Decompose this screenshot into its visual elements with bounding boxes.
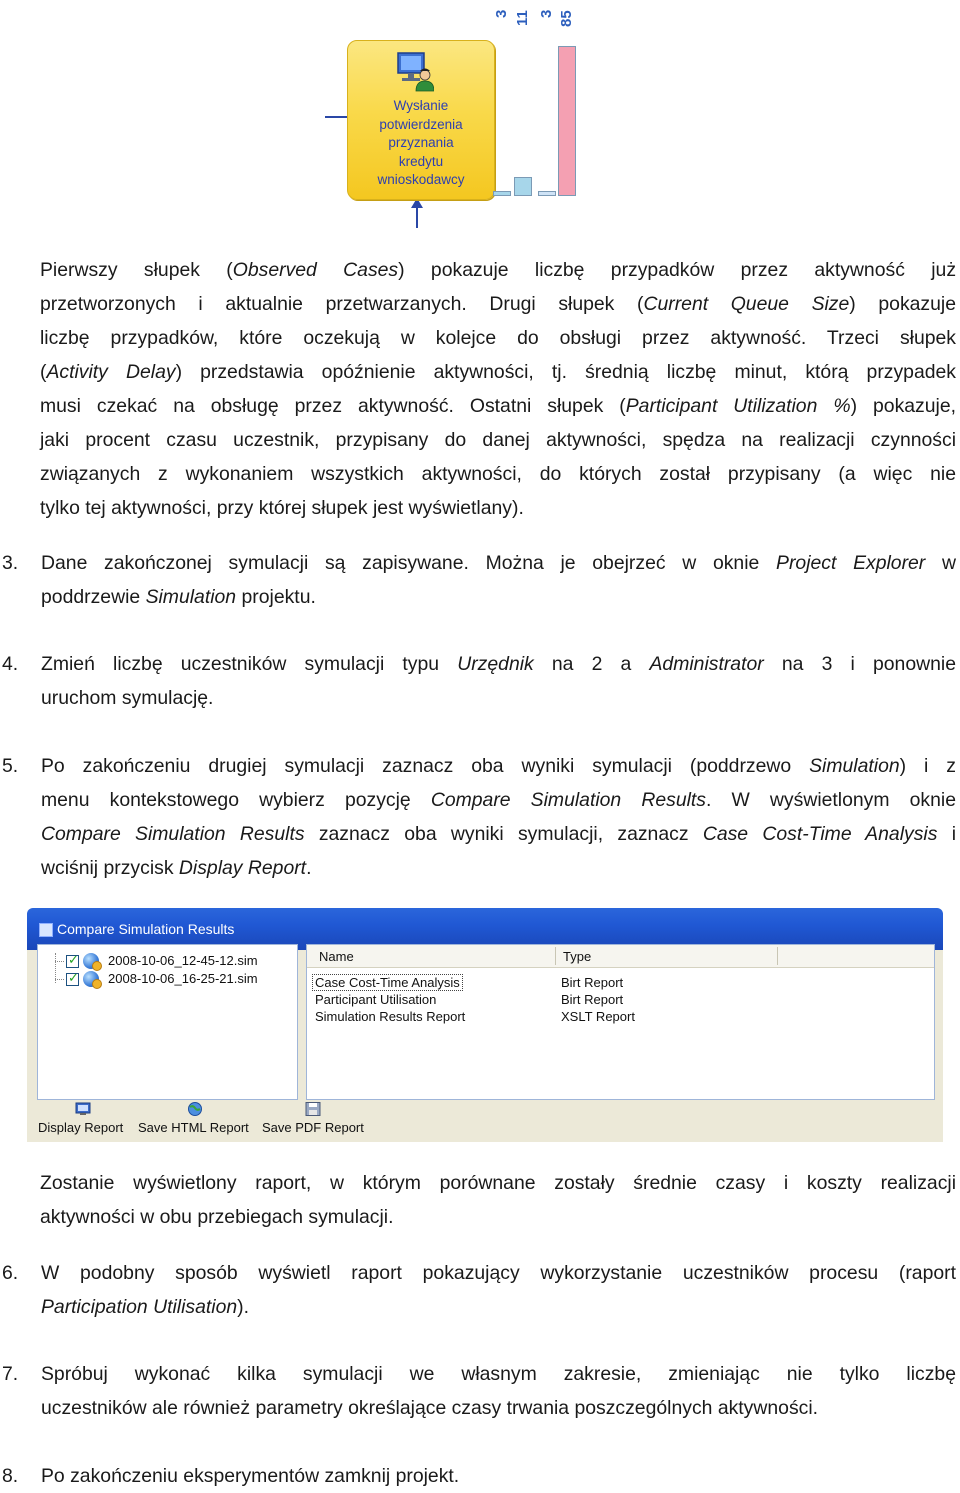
list-item [41, 647, 956, 715]
list-item [41, 546, 956, 614]
row-type: Birt Report [561, 992, 624, 1007]
emphasis-text: Case Cost-Time Analysis [702, 823, 938, 845]
list-number: 5. [2, 755, 19, 777]
emphasis-text: Administrator [649, 653, 764, 675]
list-number: 7. [2, 1363, 19, 1385]
globe-icon [187, 1102, 203, 1116]
table-row[interactable] [307, 974, 934, 991]
text-segment: ) i z [899, 755, 956, 777]
save-html-report-button[interactable] [137, 1102, 257, 1138]
text-segment: zaznacz oba wyniki symulacji, zaznacz [304, 823, 703, 845]
row-name: Case Cost-Time Analysis [315, 975, 460, 990]
emphasis-text: Participant Utilization % [625, 395, 851, 417]
simulation-tree [37, 944, 298, 1100]
text-line [41, 851, 956, 885]
compare-simulation-results-window [27, 908, 943, 1142]
column-resize-handle[interactable] [555, 947, 556, 965]
text-line [40, 287, 956, 321]
column-resize-handle[interactable] [777, 947, 778, 965]
text-segment: na 2 a [533, 653, 650, 675]
reports-table [306, 944, 935, 1100]
emphasis-text: Activity Delay [46, 361, 176, 383]
save-pdf-report-button[interactable] [261, 1102, 371, 1138]
window-icon [39, 923, 53, 937]
emphasis-text: Compare Simulation Results [41, 823, 305, 845]
text-line [41, 1357, 956, 1391]
tree-item-sim-2[interactable]: 2008-10-06_16-25-21.sim [108, 971, 258, 986]
activity-title-line: Wysłanie [393, 98, 449, 113]
text-segment: na 3 i ponownie [763, 653, 957, 675]
text-segment: ) pokazuje, [850, 395, 957, 417]
window-title: Compare Simulation Results [57, 921, 235, 937]
activity-node[interactable] [347, 40, 495, 200]
text-segment: Spróbuj wykonać kilka symulacji we własnym zakresie, zmieniając nie tylko liczbę [41, 1363, 956, 1385]
activity-title-line: wnioskodawcy [377, 172, 465, 187]
text-segment: . [306, 857, 312, 879]
text-line [40, 389, 956, 423]
stat-bar [558, 46, 576, 196]
text-line [40, 355, 956, 389]
monitor-icon [75, 1102, 91, 1116]
column-type[interactable]: Type [563, 949, 592, 964]
emphasis-text: Current Queue Size [643, 293, 850, 315]
text-line [41, 681, 956, 715]
list-number: 6. [2, 1262, 19, 1284]
activity-title-line: kredytu [398, 153, 444, 169]
text-line [40, 1200, 956, 1234]
text-line [40, 457, 956, 491]
text-segment: ) pokazuje [849, 293, 956, 315]
list-number: 3. [2, 552, 19, 574]
emphasis-text: Project Explorer [776, 552, 926, 574]
text-segment: . W wyświetlonym oknie [706, 789, 957, 811]
row-name: Participant Utilisation [315, 992, 437, 1007]
stat-bar-label: 3 [538, 10, 555, 19]
row-type: Birt Report [561, 975, 624, 990]
text-segment: poddrzewie [41, 586, 146, 608]
emphasis-text: Compare Simulation Results [430, 789, 706, 811]
stat-bar [538, 191, 556, 196]
save-html-report-label: Save HTML Report [138, 1120, 249, 1135]
stat-bar [514, 177, 532, 196]
text-segment: Zmień liczbę uczestników symulacji typu [41, 653, 458, 675]
display-report-button[interactable] [37, 1102, 137, 1138]
emphasis-text: Urzędnik [457, 653, 534, 675]
text-segment: Zostanie wyświetlony raport, w którym porównane zostały średnie czasy i koszty realizacji [40, 1172, 956, 1194]
text-line [40, 491, 956, 525]
text-segment: ) przedstawia opóźnienie aktywności, tj. średnią liczbę minut, którą przypadek [175, 361, 957, 383]
text-segment: w [925, 552, 956, 574]
list-number: 8. [2, 1465, 19, 1487]
tree-branch [55, 961, 64, 962]
text-line [41, 817, 956, 851]
text-line [40, 321, 956, 355]
emphasis-text: Participation Utilisation [41, 1296, 238, 1318]
text-segment: menu kontekstowego wybierz pozycję [41, 789, 431, 811]
text-line [40, 253, 956, 287]
tree-branch [55, 979, 64, 980]
tree-item-sim-1[interactable]: 2008-10-06_12-45-12.sim [108, 953, 258, 968]
text-segment: ( [40, 361, 47, 383]
display-report-label: Display Report [38, 1120, 124, 1135]
list-item [41, 1459, 956, 1493]
text-segment: związanych z wykonaniem wszystkich aktywności, do których został przypisany (a więc nie [40, 463, 956, 485]
paragraph-bar-description [40, 253, 956, 525]
row-type: XSLT Report [561, 1009, 635, 1024]
emphasis-text: Display Report [178, 857, 307, 879]
text-segment: uczestników ale również parametry określające czasy trwania poszczególnych aktywności. [41, 1397, 819, 1419]
text-line [40, 1166, 956, 1200]
checkbox-sim-2[interactable] [66, 973, 79, 986]
text-segment: Po zakończeniu eksperymentów zamknij projekt. [41, 1465, 460, 1487]
list-item [41, 1256, 956, 1324]
paragraph-report-info [40, 1166, 956, 1234]
text-segment: liczbę przypadków, które oczekują w kolejce do obsługi przez aktywność. Trzeci słupek [40, 327, 956, 349]
text-segment: musi czekać na obsługę przez aktywność. Ostatni słupek ( [40, 395, 626, 417]
stat-bar-label: 85 [558, 10, 575, 27]
text-segment: Po zakończeniu drugiej symulacji zaznacz oba wyniki symulacji (poddrzewo [41, 755, 810, 777]
connector-left [325, 116, 347, 118]
text-segment: ). [237, 1296, 250, 1318]
text-line [41, 580, 956, 614]
text-segment: i [937, 823, 957, 845]
checkbox-sim-1[interactable] [66, 955, 79, 968]
activity-title-line: przyznania [388, 135, 454, 150]
table-row[interactable] [307, 1008, 934, 1025]
text-segment: W podobny sposób wyświetl raport pokazujący wykorzystanie uczestników procesu (raport [41, 1262, 956, 1284]
emphasis-text: Simulation [809, 755, 900, 777]
text-segment: Pierwszy słupek ( [40, 259, 233, 281]
text-line [41, 647, 956, 681]
simulation-result-icon [83, 971, 99, 987]
text-segment: projektu. [236, 586, 316, 608]
column-name[interactable]: Name [319, 949, 354, 964]
activity-title [348, 97, 494, 190]
text-line [41, 1391, 956, 1425]
simulation-result-icon [83, 953, 99, 969]
list-item [41, 749, 956, 885]
row-name: Simulation Results Report [315, 1009, 466, 1024]
text-line [41, 1256, 956, 1290]
text-segment: tylko tej aktywności, przy której słupek jest wyświetlany). [40, 497, 524, 519]
computer-user-icon [394, 49, 434, 93]
text-segment: uruchom symulację. [41, 687, 214, 709]
text-segment: przetworzonych i aktualnie przetwarzanych. Drugi słupek ( [40, 293, 644, 315]
activity-title-line: potwierdzenia [379, 116, 463, 132]
table-row[interactable] [307, 991, 934, 1008]
stat-bar-label: 3 [493, 10, 510, 19]
text-segment: wciśnij przycisk [41, 857, 179, 879]
save-pdf-report-label: Save PDF Report [262, 1120, 364, 1135]
text-segment: jaki procent czasu uczestnik, przypisany do danej aktywności, spędza na realizacji czynności [40, 429, 956, 451]
text-segment: ) pokazuje liczbę przypadków przez aktywność już [398, 259, 957, 281]
floppy-disk-icon [305, 1102, 321, 1116]
list-number: 4. [2, 653, 19, 675]
emphasis-text: Observed Cases [232, 259, 399, 281]
stat-bar [493, 191, 511, 196]
text-line [41, 749, 956, 783]
text-line [41, 783, 956, 817]
text-line [41, 1290, 956, 1324]
text-line [41, 546, 956, 580]
text-segment: Dane zakończonej symulacji są zapisywane. Można je obejrzeć w oknie [41, 552, 777, 574]
list-item [41, 1357, 956, 1425]
text-segment: aktywności w obu przebiegach symulacji. [40, 1206, 394, 1228]
table-header [307, 945, 934, 968]
stat-bar-label: 11 [514, 10, 531, 26]
emphasis-text: Simulation [145, 586, 237, 608]
text-line [41, 1459, 956, 1493]
text-line [40, 423, 956, 457]
